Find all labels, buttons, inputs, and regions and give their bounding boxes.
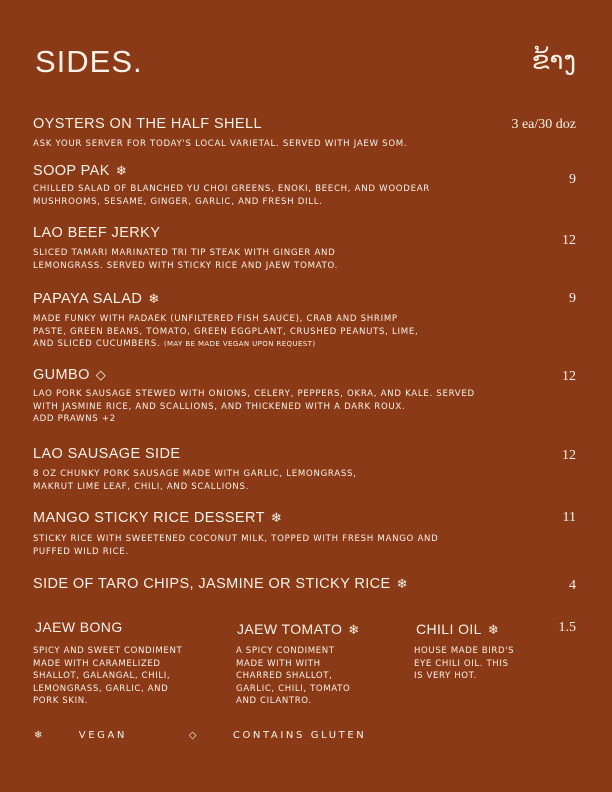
gluten-icon: ◇ xyxy=(95,367,107,382)
vegan-icon: ❄ xyxy=(34,730,45,741)
condiment-description: A SPICY CONDIMENT MADE WITH WITH CHARRED SHALLOT, GARLIC, CHILI, TOMATO AND CILANTRO. xyxy=(236,646,351,707)
menu-item-price: 4 xyxy=(569,578,576,593)
legend-gluten: ◇ CONTAINS GLUTEN xyxy=(188,730,367,741)
menu-item-price: 12 xyxy=(562,233,576,248)
vegan-icon: ❄ xyxy=(348,622,360,637)
menu-item-price: 3 ea/30 doz xyxy=(511,117,576,132)
condiments-price: 1.5 xyxy=(558,620,576,635)
menu-item-price: 9 xyxy=(569,172,576,187)
condiment-description: HOUSE MADE BIRD'S EYE CHILI OIL. THIS IS VERY HOT. xyxy=(414,646,515,682)
vegan-icon: ❄ xyxy=(396,576,408,591)
menu-item-name: PAPAYA SALAD ❄ xyxy=(33,291,160,307)
condiment-name: JAEW TOMATO ❄ xyxy=(237,621,360,637)
page-title: SIDES. xyxy=(35,44,143,79)
menu-item-name: GUMBO ◇ xyxy=(33,367,107,383)
lao-title: ຂ້າງ xyxy=(531,46,576,76)
menu-item-description: CHILLED SALAD OF BLANCHED YU CHOI GREENS, ENOKI, BEECH, AND WOODEAR MUSHROOMS, SESAME, GINGER, GARLIC, AND FRESH DILL. xyxy=(33,184,430,207)
vegan-icon: ❄ xyxy=(148,291,160,306)
menu-item-description: ASK YOUR SERVER FOR TODAY'S LOCAL VARIETAL. SERVED WITH JAEW SOM. xyxy=(33,139,408,149)
menu-item-name: SOOP PAK ❄ xyxy=(33,163,128,179)
menu-item-description: LAO PORK SAUSAGE STEWED WITH ONIONS, CELERY, PEPPERS, OKRA, AND KALE. SERVED WITH JASMINE RICE, AND SCALLIONS, AND THICKENED WITH A DARK ROUX. ADD PRAWNS +2 xyxy=(33,389,475,425)
menu-item-price: 9 xyxy=(569,291,576,306)
legend xyxy=(34,730,422,741)
menu-item-name: OYSTERS ON THE HALF SHELL xyxy=(33,116,262,132)
condiment-name: JAEW BONG xyxy=(35,619,123,635)
menu-item-name: LAO SAUSAGE SIDE xyxy=(33,446,181,462)
menu-item-name: MANGO STICKY RICE DESSERT ❄ xyxy=(33,510,283,526)
menu-item-description: 8 OZ CHUNKY PORK SAUSAGE MADE WITH GARLIC, LEMONGRASS, MAKRUT LIME LEAF, CHILI, AND SCALLIONS. xyxy=(33,469,357,492)
vegan-icon: ❄ xyxy=(487,622,500,637)
menu-item-price: 12 xyxy=(562,369,576,384)
menu-item-description: STICKY RICE WITH SWEETENED COCONUT MILK, TOPPED WITH FRESH MANGO AND PUFFED WILD RICE. xyxy=(33,534,439,557)
menu-item-price: 12 xyxy=(562,448,576,463)
menu-item-name: SIDE OF TARO CHIPS, JASMINE OR STICKY RICE ❄ xyxy=(33,576,408,592)
vegan-request-note: (MAY BE MADE VEGAN UPON REQUEST) xyxy=(163,340,316,349)
gluten-icon: ◇ xyxy=(188,730,200,741)
menu-item-description: SLICED TAMARI MARINATED TRI TIP STEAK WITH GINGER AND LEMONGRASS. SERVED WITH STICKY RICE AND JAEW TOMATO. xyxy=(33,248,339,271)
condiment-description: SPICY AND SWEET CONDIMENT MADE WITH CARAMELIZED SHALLOT, GALANGAL, CHILI, LEMONGRASS, GARLIC, AND PORK SKIN. xyxy=(33,646,183,707)
menu-item-price: 11 xyxy=(562,510,576,525)
menu-item-name: LAO BEEF JERKY xyxy=(33,225,161,241)
condiment-name: CHILI OIL ❄ xyxy=(416,621,500,637)
vegan-icon: ❄ xyxy=(270,510,283,525)
vegan-icon: ❄ xyxy=(115,163,128,178)
legend-vegan: ❄ VEGAN xyxy=(34,730,127,741)
menu-item-description: MADE FUNKY WITH PADAEK (UNFILTERED FISH SAUCE), CRAB AND SHRIMP PASTE, GREEN BEANS, TOMATO, GREEN EGGPLANT, CRUSHED PEANUTS, LIME, AND SLICED CUCUMBERS. (MAY BE MADE VEGAN UPON REQUEST) xyxy=(33,314,419,350)
